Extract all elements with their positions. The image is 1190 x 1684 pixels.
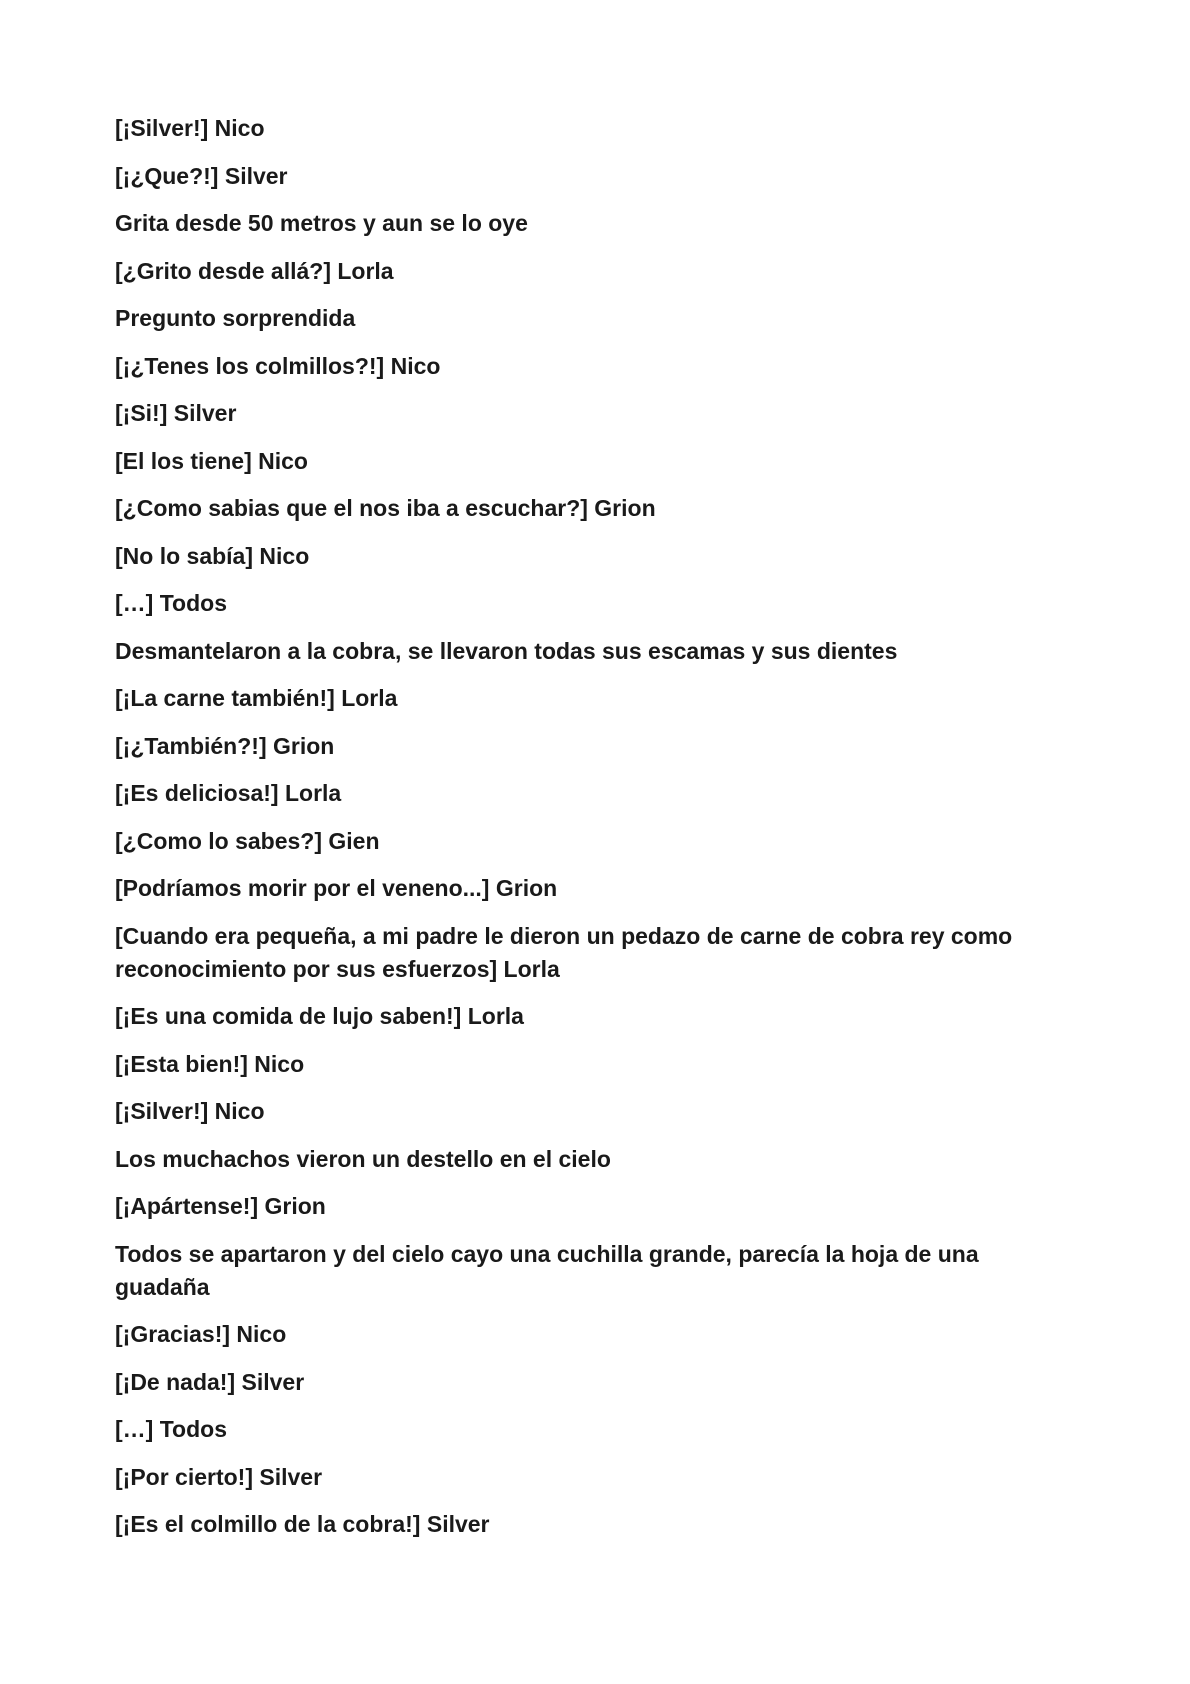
text-line: [¡Si!] Silver [115, 400, 237, 426]
text-line: [¡¿Tenes los colmillos?!] Nico [115, 352, 441, 379]
text-line: [¡¿También?!] Grion [115, 732, 335, 759]
text-line: [¡Es una comida de lujo saben!] Lorla [115, 1003, 524, 1029]
text-line: Grita desde 50 metros y aun se lo oye [115, 210, 528, 236]
text-line: Los muchachos vieron un destello en el cielo [115, 1145, 611, 1172]
text-line: Pregunto sorprendida [115, 305, 356, 331]
text-line: [¡Gracias!] Nico [115, 1321, 287, 1347]
text-line: [¡Silver!] Nico [115, 1098, 265, 1124]
text-line: [¿Como sabias que el nos iba a escuchar?] Grion [115, 495, 656, 521]
text-line: Desmantelaron a la cobra, se llevaron todas sus escamas y sus dientes [115, 637, 898, 664]
text-column [115, 112, 1075, 1556]
text-line: [¿Grito desde allá?] Lorla [115, 257, 394, 284]
text-line: [No lo sabía] Nico [115, 542, 310, 569]
text-line: [¡Es el colmillo de la cobra!] Silver [115, 1511, 490, 1537]
text-line: [¡Es deliciosa!] Lorla [115, 780, 342, 806]
text-line: [El los tiene] Nico [115, 447, 308, 474]
text-line: Todos se apartaron y del cielo cayo una cuchilla grande, parecía la hoja de una guadaña [115, 1240, 979, 1300]
text-line: […] Todos [115, 590, 227, 616]
text-line: [¿Como lo sabes?] Gien [115, 827, 380, 854]
text-line: [¡De nada!] Silver [115, 1368, 305, 1395]
text-line: [¡Silver!] Nico [115, 115, 265, 141]
text-line: [¡¿Que?!] Silver [115, 162, 288, 189]
text-line: [Cuando era pequeña, a mi padre le dieron un pedazo de carne de cobra rey como reconocimiento por sus esfuerzos] Lorla [115, 922, 1013, 982]
text-line: […] Todos [115, 1416, 227, 1442]
text-line: [Podríamos morir por el veneno...] Grion [115, 875, 558, 901]
text-line: [¡Por cierto!] Silver [115, 1463, 323, 1490]
text-line: [¡La carne también!] Lorla [115, 685, 398, 711]
text-line: [¡Esta bien!] Nico [115, 1050, 305, 1077]
text-line: [¡Apártense!] Grion [115, 1193, 326, 1219]
